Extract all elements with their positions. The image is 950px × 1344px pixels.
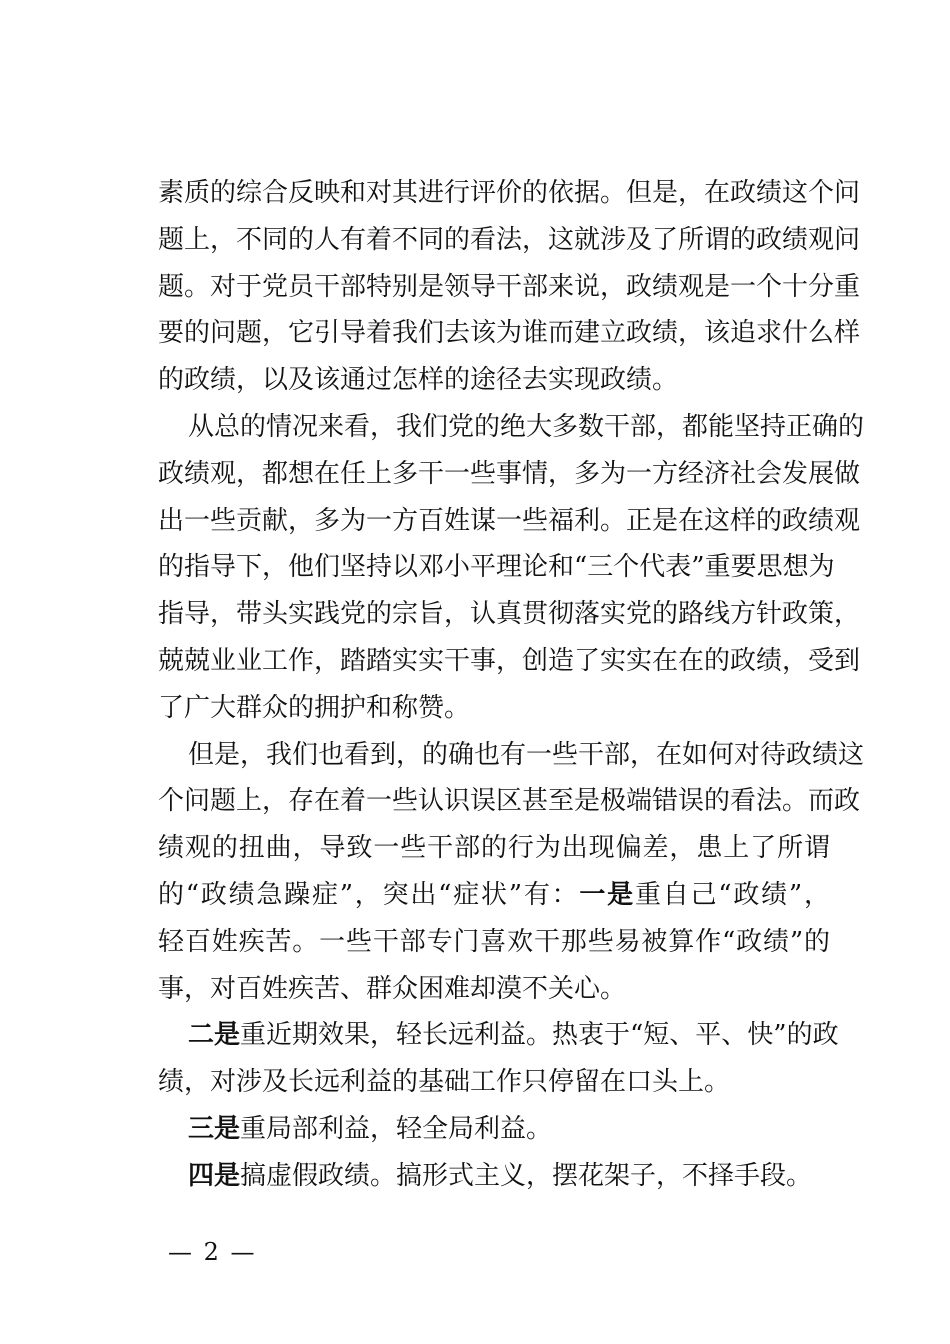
text-line: [158, 1059, 830, 1106]
text-line: [158, 1153, 830, 1200]
text-line: [158, 170, 861, 217]
text-line: [158, 217, 861, 264]
text-segment: 事，对百姓疾苦、群众困难却漠不关心。: [158, 973, 627, 1004]
paragraph: [158, 732, 865, 1013]
text-segment: 重局部利益，轻全局利益。: [240, 1113, 553, 1144]
paragraph: [158, 1012, 839, 1106]
text-segment: 兢兢业业工作，踏踏实实干事，创造了实实在在的政绩，受到: [158, 645, 861, 676]
text-segment: 出一些贡献，多为一方百姓谋一些福利。正是在这样的政绩观: [158, 505, 861, 536]
text-segment: 的“政绩急躁症”，突出“症状”有：: [158, 879, 580, 910]
text-line: [158, 544, 835, 591]
text-segment: 轻百姓疾苦。一些干部专门喜欢干那些易被算作“政绩”的: [158, 926, 830, 957]
bold-lead-text: 二是: [188, 1020, 241, 1051]
text-line: [158, 451, 861, 498]
text-line: [158, 685, 830, 732]
page-number: — 2 —: [168, 1238, 257, 1266]
text-line: [158, 1106, 830, 1153]
text-line: [158, 591, 861, 638]
text-line: [158, 638, 861, 685]
text-line: [158, 1012, 839, 1059]
text-segment: 绩，对涉及长远利益的基础工作只停留在口头上。: [158, 1067, 731, 1098]
paragraph: [158, 170, 861, 404]
text-line: [158, 966, 830, 1013]
text-segment: 的指导下，他们坚持以邓小平理论和“三个代表”重要思想为: [158, 552, 835, 583]
text-segment: 个问题上，存在着一些认识误区甚至是极端错误的看法。而政: [158, 786, 861, 817]
text-segment: 题上，不同的人有着不同的看法，这就涉及了所谓的政绩观问: [158, 224, 861, 255]
text-line: [158, 404, 865, 451]
text-line: [158, 498, 861, 545]
text-line: [158, 310, 861, 357]
text-segment: 但是，我们也看到，的确也有一些干部，在如何对待政绩这: [188, 739, 865, 770]
text-segment: 政绩观，都想在任上多干一些事情，多为一方经济社会发展做: [158, 458, 861, 489]
text-segment: 了广大群众的拥护和称赞。: [158, 692, 471, 723]
text-line: [158, 264, 861, 311]
bold-lead-text: 三是: [188, 1113, 241, 1144]
document-body: [158, 170, 865, 1200]
text-segment: 从总的情况来看，我们党的绝大多数干部，都能坚持正确的: [188, 411, 865, 442]
text-segment: 要的问题，它引导着我们去该为谁而建立政绩，该追求什么样: [158, 318, 861, 349]
text-line: [158, 778, 861, 825]
text-segment: 搞虚假政绩。搞形式主义，摆花架子，不择手段。: [240, 1160, 813, 1191]
paragraph: [158, 1153, 830, 1200]
paragraph: [158, 404, 865, 732]
bold-lead-text: 四是: [188, 1160, 241, 1191]
bold-lead-text: 一是: [579, 879, 635, 910]
text-segment: 重自己“政绩”，: [634, 879, 830, 910]
text-line: [158, 825, 830, 872]
paragraph: [158, 1106, 830, 1153]
text-segment: 绩观的扭曲，导致一些干部的行为出现偏差，患上了所谓: [158, 833, 830, 864]
text-segment: 题。对于党员干部特别是领导干部来说，政绩观是一个十分重: [158, 271, 861, 302]
text-segment: 的政绩，以及该通过怎样的途径去实现政绩。: [158, 365, 679, 396]
text-segment: 指导，带头实践党的宗旨，认真贯彻落实党的路线方针政策，: [158, 599, 861, 630]
text-segment: 重近期效果，轻长远利益。热衷于“短、平、快”的政: [240, 1020, 839, 1051]
text-line: [158, 732, 865, 779]
text-segment: 素质的综合反映和对其进行评价的依据。但是，在政绩这个问: [158, 178, 861, 208]
text-line: [158, 919, 830, 966]
text-line: [158, 872, 830, 919]
text-line: [158, 357, 830, 404]
